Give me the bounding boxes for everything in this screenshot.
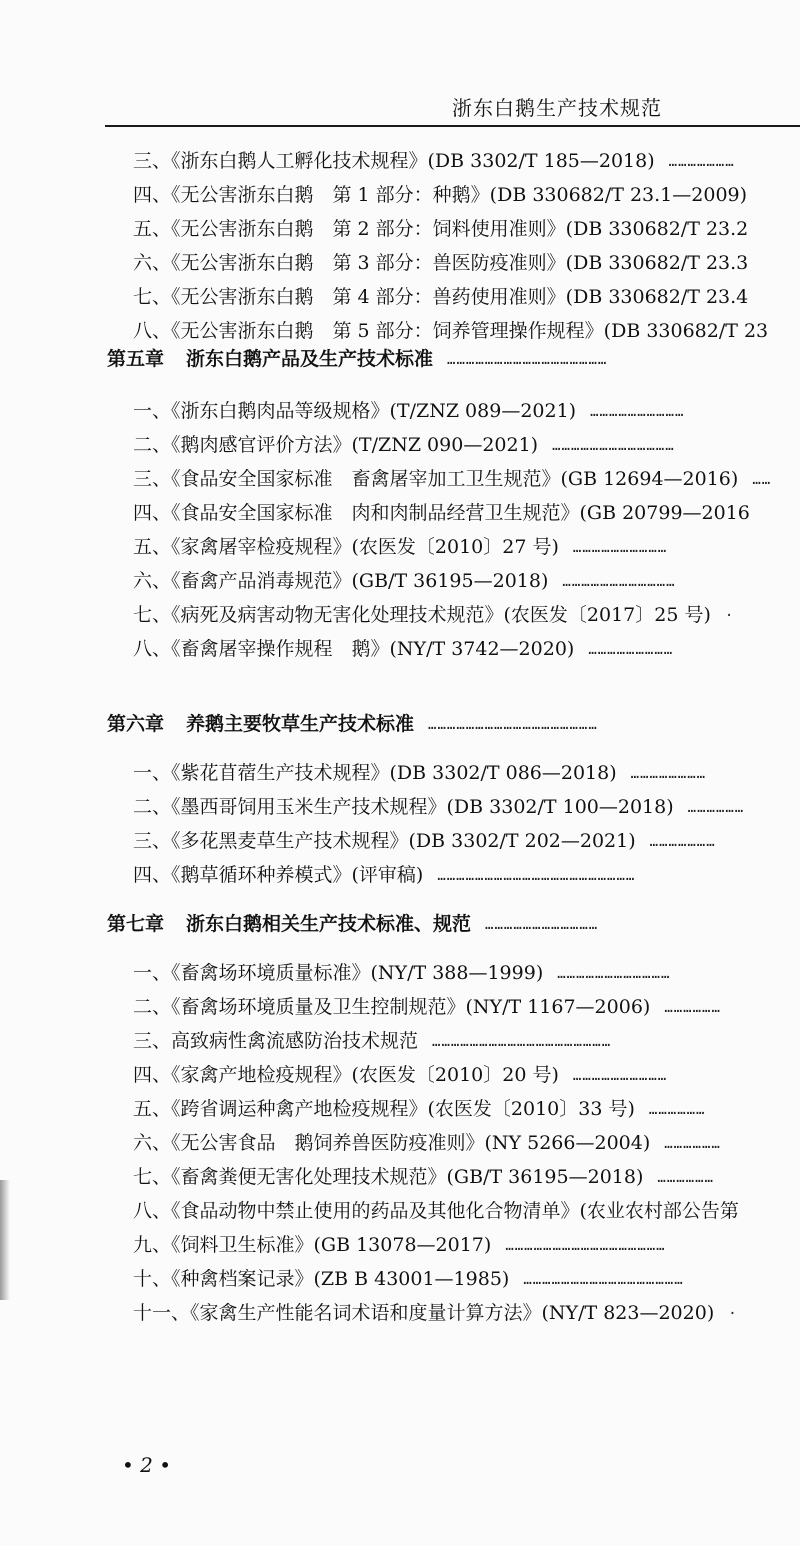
running-header: 浙东白鹅生产技术规范 [452, 96, 662, 120]
toc-entry [133, 828, 716, 854]
leader-dots: ……………………… [588, 642, 674, 658]
leader-dots: · [728, 1306, 738, 1322]
toc-entry [133, 994, 721, 1020]
leader-dots: ……………………………………………………… [437, 868, 636, 884]
entry-title: 十一、《家禽生产性能名词术语和度量计算方法》(NY/T 823—2020) [133, 1302, 715, 1324]
entry-title: 三、《多花黑麦草生产技术规程》(DB 3302/T 202—2021) [133, 830, 636, 852]
toc-entry [133, 760, 706, 786]
leader-dots: ……………………………… [485, 916, 599, 933]
toc-entry [133, 466, 771, 492]
entry-title: 六、《无公害浙东白鹅 第 3 部分：兽医防疫准则》(DB 330682/T 23.3 [133, 252, 749, 274]
leader-dots: ………………… [668, 154, 735, 170]
chapter-title: 浙东白鹅产品及生产技术标准 [186, 348, 434, 370]
entry-title: 一、《紫花苜蓿生产技术规程》(DB 3302/T 086—2018) [133, 762, 617, 784]
entry-title: 四、《鹅草循环种养模式》(评审稿) [133, 864, 424, 886]
toc-entry [133, 182, 747, 208]
entry-title: 七、《畜禽粪便无害化处理技术规范》(GB/T 36195—2018) [133, 1166, 644, 1188]
entry-title: 三、《浙东白鹅人工孵化技术规程》(DB 3302/T 185—2018) [133, 150, 655, 172]
entry-title: 四、《食品安全国家标准 肉和肉制品经营卫生规范》(GB 20799—2016 [133, 502, 750, 524]
chapter-heading [107, 711, 598, 737]
leader-dots: …………………………………………… [447, 351, 608, 368]
toc-entry [133, 1062, 667, 1088]
toc-entry [133, 284, 748, 310]
toc-entry [133, 148, 735, 174]
toc-entry [133, 1164, 714, 1190]
entry-title: 五、《无公害浙东白鹅 第 2 部分：饲料使用准则》(DB 330682/T 23.2 [133, 218, 749, 240]
entry-title: 七、《病死及病害动物无害化处理技术规范》(农医发〔2017〕25 号) [133, 604, 711, 626]
toc-entry [133, 1096, 705, 1122]
entry-title: 九、《饲料卫生标准》(GB 13078—2017) [133, 1234, 492, 1256]
leader-dots: ……………… [687, 800, 745, 816]
page-number: • 2 • [122, 1453, 172, 1477]
page-edge-shadow [0, 1180, 10, 1300]
entry-title: 八、《无公害浙东白鹅 第 5 部分：饲养管理操作规程》(DB 330682/T 23 [133, 320, 769, 342]
chapter-heading [107, 346, 607, 372]
leader-dots: ………………………………………………… [432, 1034, 612, 1050]
entry-title: 三、《食品安全国家标准 畜禽屠宰加工卫生规范》(GB 12694—2016) [133, 468, 739, 490]
leader-dots: ……………………………… [557, 966, 671, 982]
leader-dots: …………………………………………… [523, 1272, 684, 1288]
toc-entry [133, 534, 667, 560]
leader-dots: ………………………… [590, 404, 685, 420]
entry-title: 三、高致病性禽流感防治技术规范 [133, 1030, 419, 1052]
entry-title: 八、《食品动物中禁止使用的药品及其他化合物清单》(农业农村部公告第 [133, 1200, 739, 1222]
entry-title: 七、《无公害浙东白鹅 第 4 部分：兽药使用准则》(DB 330682/T 23.4 [133, 286, 749, 308]
leader-dots: ………………………… [572, 1068, 668, 1084]
entry-title: 二、《畜禽场环境质量及卫生控制规范》(NY/T 1167—2006) [133, 996, 651, 1018]
entry-title: 十、《种禽档案记录》(ZB B 43001—1985) [133, 1268, 510, 1290]
entry-title: 二、《鹅肉感官评价方法》(T/ZNZ 090—2021) [133, 434, 539, 456]
leader-dots: …………………………………………… [505, 1238, 666, 1254]
toc-entry [133, 960, 670, 986]
toc-entry [133, 500, 750, 526]
entry-title: 二、《墨西哥饲用玉米生产技术规程》(DB 3302/T 100—2018) [133, 796, 674, 818]
toc-entry [133, 398, 684, 424]
header-rule [105, 125, 800, 127]
chapter-number: 第六章 [107, 713, 165, 735]
entry-title: 六、《无公害食品 鹅饲养兽医防疫准则》(NY 5266—2004) [133, 1132, 651, 1154]
entry-title: 四、《无公害浙东白鹅 第 1 部分：种鹅》(DB 330682/T 23.1—2009) [133, 184, 748, 206]
leader-dots: ……………………………… [562, 574, 676, 590]
toc-entry [133, 318, 768, 344]
leader-dots: ………………………… [572, 540, 668, 556]
toc-entry [133, 1028, 611, 1054]
toc-entry [133, 1232, 666, 1258]
leader-dots: …………………… [630, 766, 707, 782]
toc-entry [133, 1300, 738, 1326]
chapter-heading [107, 911, 598, 937]
toc-entry [133, 250, 748, 276]
entry-title: 八、《畜禽屠宰操作规程 鹅》(NY/T 3742—2020) [133, 638, 575, 660]
entry-title: 一、《浙东白鹅肉品等级规格》(T/ZNZ 089—2021) [133, 400, 577, 422]
chapter-title: 养鹅主要牧草生产技术标准 [186, 713, 415, 735]
entry-title: 四、《家禽产地检疫规程》(农医发〔2010〕20 号) [133, 1064, 559, 1086]
entry-title: 六、《畜禽产品消毒规范》(GB/T 36195—2018) [133, 570, 549, 592]
toc-entry [133, 794, 744, 820]
toc-entry [133, 1130, 721, 1156]
toc-entry [133, 568, 676, 594]
entry-title: 一、《畜禽场环境质量标准》(NY/T 388—1999) [133, 962, 544, 984]
toc-entry [133, 216, 748, 242]
toc-entry [133, 602, 734, 628]
leader-dots: ……………… [657, 1170, 714, 1186]
leader-dots: ………………… [649, 834, 716, 850]
chapter-title: 浙东白鹅相关生产技术标准、规范 [186, 913, 472, 935]
toc-entry [133, 432, 675, 458]
toc-entry [133, 862, 635, 888]
toc-entry [133, 1266, 684, 1292]
leader-dots: ……………… [664, 1000, 721, 1016]
toc-entry [133, 636, 673, 662]
chapter-number: 第五章 [107, 348, 165, 370]
leader-dots: ……………………………………………… [428, 716, 598, 733]
leader-dots: …… [752, 472, 772, 488]
entry-title: 五、《跨省调运种禽产地检疫规程》(农医发〔2010〕33 号) [133, 1098, 635, 1120]
leader-dots: ……………… [664, 1136, 721, 1152]
leader-dots: ……………… [648, 1102, 706, 1118]
entry-title: 五、《家禽屠宰检疫规程》(农医发〔2010〕27 号) [133, 536, 559, 558]
leader-dots: · [724, 608, 735, 624]
leader-dots: ………………………………… [552, 438, 675, 454]
chapter-number: 第七章 [107, 913, 165, 935]
toc-entry [133, 1198, 739, 1224]
